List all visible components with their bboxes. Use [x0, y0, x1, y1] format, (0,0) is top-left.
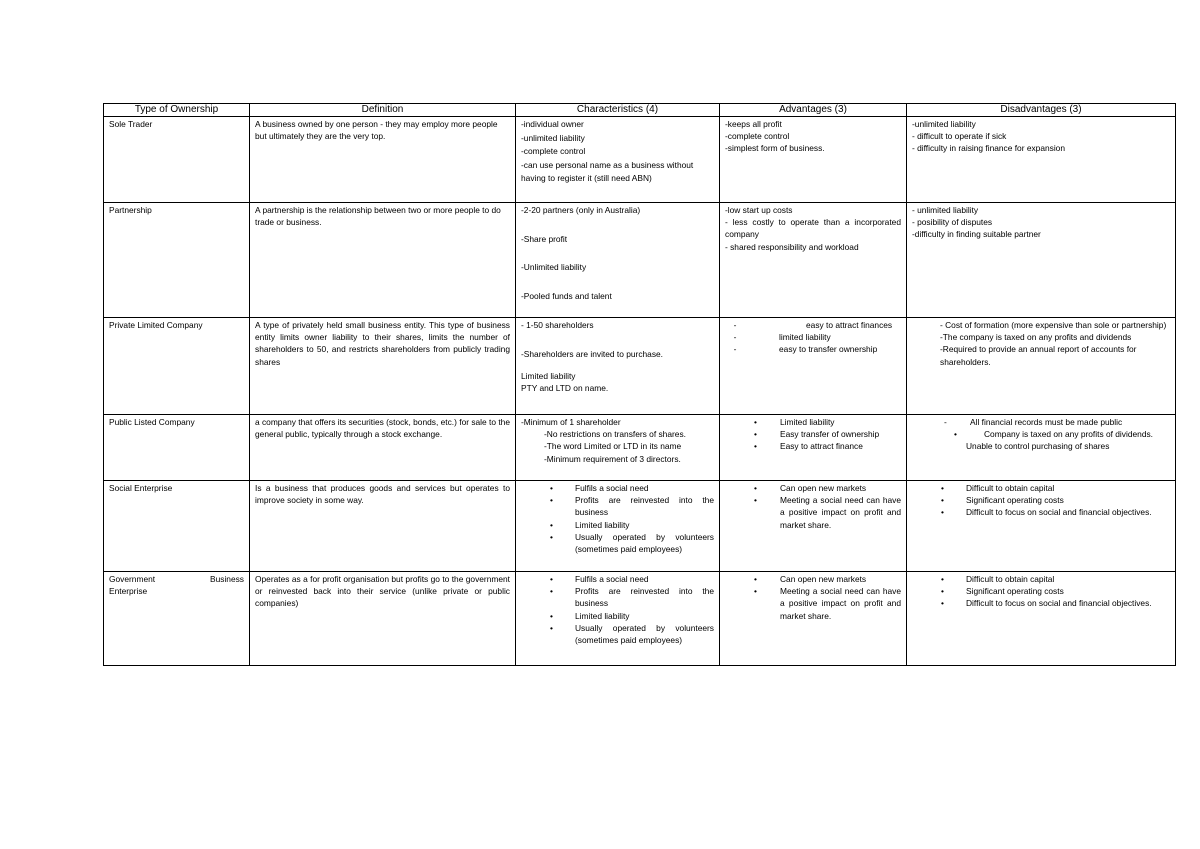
list-item: • Limited liability — [550, 610, 630, 621]
list-item: • Company is taxed on any profits of dividends. — [954, 429, 1153, 440]
disadvantages-cell — [907, 318, 1176, 415]
header-advantages: Advantages (3) — [720, 104, 907, 117]
characteristics-cell — [516, 203, 720, 318]
list-item: -unlimited liability — [521, 132, 585, 143]
definition-cell: A business owned by one person - they may employ more people but ultimately they are the very top. — [250, 117, 516, 203]
header-row — [104, 104, 1176, 117]
definition-cell: A partnership is the relationship between two or more people to do trade or business. — [250, 203, 516, 318]
list-item: • Profits are reinvested into the business — [550, 586, 714, 609]
advantages-cell — [720, 572, 907, 666]
list-item: -complete control — [725, 131, 790, 142]
list-item: -Unlimited liability — [521, 262, 587, 273]
advantages-cell — [720, 117, 907, 203]
characteristics-cell — [516, 318, 720, 415]
advantages-cell — [720, 481, 907, 572]
list-item: • Easy to attract finance — [754, 441, 863, 452]
definition-cell: a company that offers its securities (stock, bonds, etc.) for sale to the general public, typically through a stock exchange. — [250, 415, 516, 481]
definition-cell: A type of privately held small business entity. This type of business entity limits owner liability to their shares, limits the number of shareholders to 50, and restricts shareholders from publicly trading shares — [250, 318, 516, 415]
type-cell: Public Listed Company — [104, 415, 250, 481]
list-item: -No restrictions on transfers of shares. — [544, 429, 686, 440]
list-item: -Share profit — [521, 233, 568, 244]
type-cell: Private Limited Company — [104, 318, 250, 415]
list-item: -can use personal name as a business without having to register it (still need ABN) — [521, 159, 694, 183]
list-item: • Limited liability — [550, 519, 630, 530]
list-item: • Meeting a social need can have a positive impact on profit and market share. — [754, 495, 901, 530]
list-item: • Difficult to obtain capital — [941, 574, 1055, 584]
list-item: • Meeting a social need can have a positive impact on profit and market share. — [754, 586, 901, 621]
table-row — [104, 415, 1176, 481]
definition-cell: Is a business that produces goods and services but operates to improve society in some way. — [250, 481, 516, 572]
list-item: • Fulfils a social need — [550, 574, 649, 584]
type-word: Government — [109, 574, 156, 584]
list-item: • Limited liability — [754, 417, 835, 427]
list-item: -simplest form of business. — [725, 143, 825, 154]
list-item: - unlimited liability — [912, 205, 979, 215]
list-item: • Can open new markets — [754, 483, 867, 493]
list-item: • Significant operating costs — [941, 586, 1064, 597]
list-item: -complete control — [521, 146, 586, 156]
table-row — [104, 318, 1176, 415]
list-item: Unable to control purchasing of shares — [966, 441, 1110, 452]
list-item: -difficulty in finding suitable partner — [912, 229, 1041, 240]
list-item: -Required to provide an annual report of accounts for shareholders. — [940, 344, 1137, 367]
list-item: - less costly to operate than a incorporated company — [725, 217, 901, 240]
list-item: - difficulty in raising finance for expansion — [912, 143, 1066, 154]
disadvantages-cell — [907, 117, 1176, 203]
list-item: -The company is taxed on any profits and dividends — [940, 332, 1132, 343]
table-row — [104, 572, 1176, 666]
list-item: -Shareholders are invited to purchase. — [521, 348, 663, 359]
list-item: -Pooled funds and talent — [521, 291, 612, 302]
list-item: -2-20 partners (only in Australia) — [521, 205, 641, 215]
advantages-cell — [720, 415, 907, 481]
header-type: Type of Ownership — [104, 104, 250, 117]
list-item: • Difficult to focus on social and financial objectives. — [941, 507, 1152, 518]
characteristics-cell — [516, 572, 720, 666]
advantages-cell — [720, 203, 907, 318]
definition-cell: Operates as a for profit organisation but profits go to the government or reinvested back into their service (unlike private or public companies) — [250, 572, 516, 666]
list-item: Limited liability — [521, 370, 576, 381]
list-item: - limited liability — [733, 332, 831, 343]
advantages-cell — [720, 318, 907, 415]
list-item: • Can open new markets — [754, 574, 867, 584]
disadvantages-cell — [907, 415, 1176, 481]
list-item: • Significant operating costs — [941, 495, 1064, 506]
list-item: • Usually operated by volunteers (sometimes paid employees) — [550, 531, 714, 555]
characteristics-cell — [516, 415, 720, 481]
header-disadvantages: Disadvantages (3) — [907, 104, 1176, 117]
list-item: - easy to transfer ownership — [733, 344, 878, 355]
type-cell: Partnership — [104, 203, 250, 318]
list-item: -The word Limited or LTD in its name — [544, 441, 682, 452]
characteristics-cell — [516, 117, 720, 203]
list-item: • Difficult to focus on social and financial objectives. — [941, 598, 1152, 609]
type-cell — [104, 572, 250, 666]
type-cell: Social Enterprise — [104, 481, 250, 572]
list-item: - Cost of formation (more expensive than sole or partnership) — [940, 320, 1167, 330]
disadvantages-cell — [907, 572, 1176, 666]
ownership-table — [103, 103, 1176, 666]
list-item: • Usually operated by volunteers (sometimes paid employees) — [550, 622, 714, 646]
list-item: -keeps all profit — [725, 119, 782, 129]
list-item: -individual owner — [521, 119, 584, 129]
list-item: • Difficult to obtain capital — [941, 483, 1055, 493]
list-item: - All financial records must be made public — [944, 417, 1123, 427]
disadvantages-cell — [907, 481, 1176, 572]
header-definition: Definition — [250, 104, 516, 117]
table-row — [104, 481, 1176, 572]
list-item: -Minimum requirement of 3 directors. — [544, 453, 681, 464]
disadvantages-cell — [907, 203, 1176, 318]
list-item: • Fulfils a social need — [550, 483, 649, 493]
type-word: Enterprise — [109, 586, 148, 597]
list-item: • Profits are reinvested into the business — [550, 495, 714, 518]
list-item: - 1-50 shareholders — [521, 320, 594, 330]
list-item: -Minimum of 1 shareholder — [521, 417, 621, 427]
list-item: - posibility of disputes — [912, 217, 993, 228]
list-item: -unlimited liability — [912, 119, 976, 129]
table-row — [104, 203, 1176, 318]
type-cell: Sole Trader — [104, 117, 250, 203]
characteristics-cell — [516, 481, 720, 572]
list-item: PTY and LTD on name. — [521, 383, 609, 394]
type-word: Business — [210, 574, 244, 584]
list-item: - easy to attract finances — [733, 320, 893, 330]
list-item: • Easy transfer of ownership — [754, 429, 880, 440]
list-item: - difficult to operate if sick — [912, 131, 1007, 142]
header-characteristics: Characteristics (4) — [516, 104, 720, 117]
table-row — [104, 117, 1176, 203]
list-item: -low start up costs — [725, 205, 793, 215]
list-item: - shared responsibility and workload — [725, 241, 859, 252]
